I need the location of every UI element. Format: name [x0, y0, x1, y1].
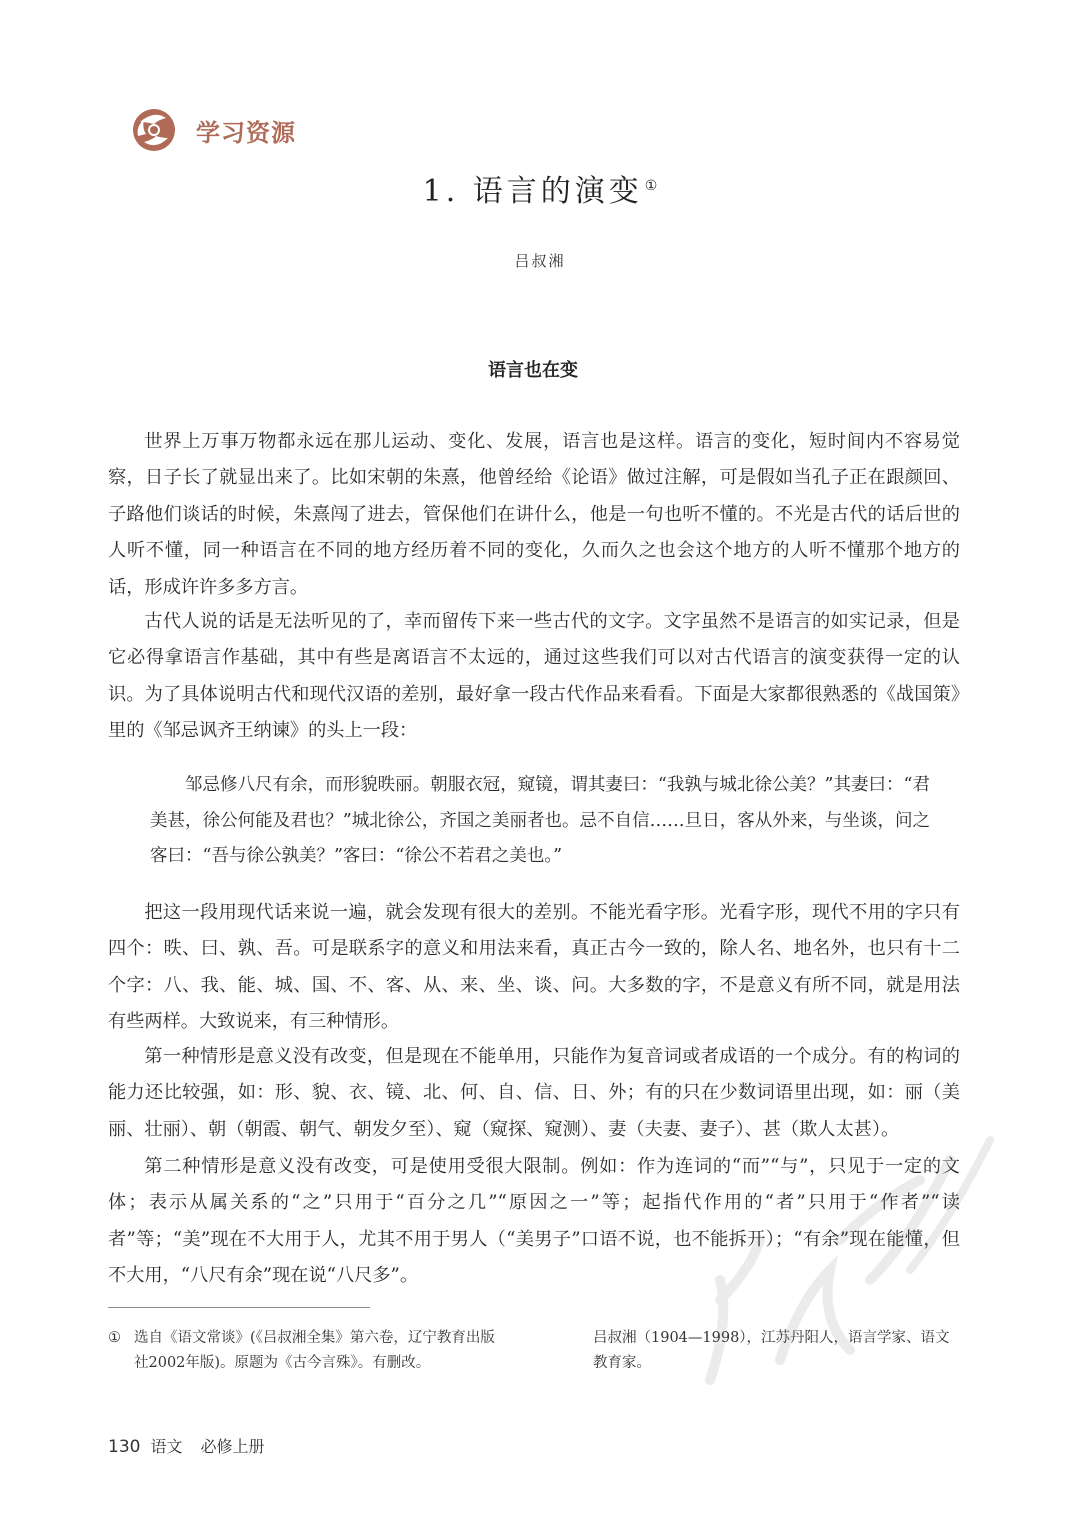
footnote-source	[108, 1326, 508, 1376]
section-subheading: 语言也在变	[488, 360, 578, 381]
paragraph-2	[108, 604, 960, 750]
paragraph-4	[108, 1039, 960, 1148]
book-subject: 语文	[150, 1437, 183, 1456]
paragraph-text: 第一种情形是意义没有改变，但是现在不能单用，只能作为复音词或者成语的一个成分。有的构词的能力还比较强，如：形、貌、衣、镜、北、何、自、信、日、外；有的只在少数词语里出现，如：丽（美丽、壮丽）、朝（朝霞、朝气、朝发夕至）、窥（窥探、窥测）、妻（夫妻、妻子）、甚（欺人太甚）。	[108, 1046, 960, 1140]
article-author: 吕叔湘	[514, 252, 566, 270]
section-header	[132, 108, 296, 152]
classical-quote-block	[150, 768, 930, 875]
title-footnote-marker: ①	[644, 178, 658, 194]
paragraph-text: 第二种情形是意义没有改变，可是使用受很大限制。例如：作为连词的“而”“与”，只见于一定的文体；表示从属关系的“之”只用于“百分之几”“原因之一”等；起指代作用的“者”只用于“作者”“读者”等；“美”现在不大用于人，尤其不用于男人（“美男子”口语不说，也不能拆开）；“有余”现在能懂，但不大用，“八尺有余”现在说“八尺多”。	[108, 1156, 960, 1287]
section-label: 学习资源	[196, 118, 296, 147]
page-number: 130	[108, 1437, 141, 1457]
article-title	[0, 166, 1080, 210]
paragraph-text: 把这一段用现代话来说一遍，就会发现有很大的差别。不能光看字形。光看字形，现代不用的字只有四个：昳、曰、孰、吾。可是联系字的意义和用法来看，真正古今一致的，除人名、地名外，也只有十二个字：八、我、能、城、国、不、客、从、来、坐、谈、问。大多数的字，不是意义有所不同，就是用法有些两样。大致说来，有三种情形。	[108, 902, 960, 1033]
footnote-marker: ①	[108, 1330, 121, 1346]
paragraph-1	[108, 424, 960, 606]
paragraph-text: 古代人说的话是无法听见的了，幸而留传下来一些古代的文字。文字虽然不是语言的如实记录，但是它必得拿语言作基础，其中有些是离语言不太远的，通过这些我们可以对古代语言的演变获得一定的认识。为了具体说明古代和现代汉语的差别，最好拿一段古代作品来看看。下面是大家都很熟悉的《战国策》里的《邹忌讽齐王纳谏》的头上一段：	[108, 611, 960, 742]
book-volume: 必修上册	[200, 1437, 265, 1456]
footnote-divider	[108, 1307, 370, 1308]
swirl-logo-icon	[132, 108, 176, 152]
paragraph-3	[108, 895, 960, 1041]
article-title-text: 1. 语言的演变	[422, 174, 643, 209]
paragraph-5	[108, 1149, 960, 1295]
footnote-source-text: 选自《语文常谈》(《吕叔湘全集》第六卷，辽宁教育出版社2002年版)。原题为《古今言殊》。有删改。	[134, 1330, 495, 1371]
footnote-author: 吕叔湘（1904—1998），江苏丹阳人，语言学家、语文教育家。	[593, 1330, 950, 1371]
paragraph-text: 世界上万事万物都永远在那儿运动、变化、发展，语言也是这样。语言的变化，短时间内不容易觉察，日子长了就显出来了。比如宋朝的朱熹，他曾经给《论语》做过注解，可是假如当孔子正在跟颜回、子路他们谈话的时候，朱熹闯了进去，管保他们在讲什么，他是一句也听不懂的。不光是古代的话后世的人听不懂，同一种语言在不同的地方经历着不同的变化，久而久之也会这个地方的人听不懂那个地方的话，形成许许多多方言。	[108, 431, 960, 598]
quote-text: 邹忌修八尺有余，而形貌昳丽。朝服衣冠，窥镜，谓其妻曰：“我孰与城北徐公美？”其妻曰：“君美甚，徐公何能及君也？”城北徐公，齐国之美丽者也。忌不自信……旦日，客从外来，与坐谈，问之客曰：“吾与徐公孰美？”客曰：“徐公不若君之美也。”	[150, 775, 930, 866]
page-footer	[108, 1434, 264, 1457]
